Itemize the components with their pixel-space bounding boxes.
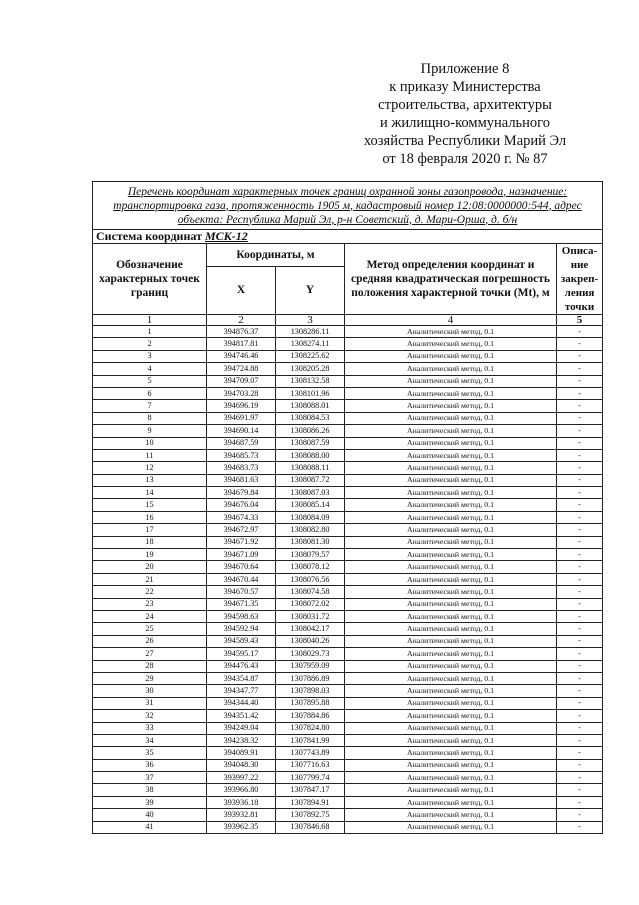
y-coordinate-cell: 1308042.17 <box>276 623 345 635</box>
x-coordinate-cell: 394589.43 <box>207 635 276 647</box>
point-number-cell: 28 <box>93 660 207 672</box>
table-title: Перечень координат характерных точек границ охранной зоны газопровода, назначение: транспортировка газа, протяженность 1905 м, кадастровый номер 12:08:0000000:544, адрес объекта: Республика Марий Эл, р-н Советский, д. Мари-Орша, д. б/н <box>93 182 603 230</box>
column-header-coordinates: Координаты, м <box>207 244 345 267</box>
x-coordinate-cell: 394249.04 <box>207 722 276 734</box>
x-coordinate-cell: 394089.91 <box>207 747 276 759</box>
x-coordinate-cell: 394703.28 <box>207 387 276 399</box>
x-coordinate-cell: 393966.80 <box>207 784 276 796</box>
x-coordinate-cell: 394598.63 <box>207 610 276 622</box>
description-cell: - <box>557 400 603 412</box>
method-cell: Аналитический метод, 0.1 <box>345 734 557 746</box>
point-number-cell: 41 <box>93 821 207 833</box>
method-cell: Аналитический метод, 0.1 <box>345 697 557 709</box>
x-coordinate-cell: 394709.07 <box>207 375 276 387</box>
x-coordinate-cell: 394746.46 <box>207 350 276 362</box>
method-cell: Аналитический метод, 0.1 <box>345 400 557 412</box>
table-row <box>93 487 603 499</box>
y-coordinate-cell: 1308084.53 <box>276 412 345 424</box>
table-row <box>93 747 603 759</box>
description-cell: - <box>557 759 603 771</box>
method-cell: Аналитический метод, 0.1 <box>345 474 557 486</box>
y-coordinate-cell: 1308088.00 <box>276 449 345 461</box>
method-cell: Аналитический метод, 0.1 <box>345 623 557 635</box>
method-cell: Аналитический метод, 0.1 <box>345 759 557 771</box>
header-line: Приложение 8 <box>420 61 510 77</box>
table-row <box>93 685 603 697</box>
header-line: строительства, архитектуры <box>378 97 552 113</box>
description-cell: - <box>557 722 603 734</box>
description-cell: - <box>557 499 603 511</box>
method-cell: Аналитический метод, 0.1 <box>345 821 557 833</box>
y-coordinate-cell: 1307894.91 <box>276 796 345 808</box>
description-cell: - <box>557 462 603 474</box>
y-coordinate-cell: 1307743.89 <box>276 747 345 759</box>
point-number-cell: 16 <box>93 511 207 523</box>
column-header-y: Y <box>276 266 345 314</box>
point-number-cell: 4 <box>93 363 207 375</box>
point-number-cell: 14 <box>93 487 207 499</box>
y-coordinate-cell: 1307846.68 <box>276 821 345 833</box>
y-coordinate-cell: 1307959.09 <box>276 660 345 672</box>
description-cell: - <box>557 449 603 461</box>
point-number-cell: 37 <box>93 772 207 784</box>
point-number-cell: 19 <box>93 549 207 561</box>
description-cell: - <box>557 623 603 635</box>
point-number-cell: 31 <box>93 697 207 709</box>
point-number-cell: 29 <box>93 672 207 684</box>
y-coordinate-cell: 1308081.30 <box>276 536 345 548</box>
point-number-cell: 3 <box>93 350 207 362</box>
x-coordinate-cell: 394681.63 <box>207 474 276 486</box>
x-coordinate-cell: 394685.73 <box>207 449 276 461</box>
point-number-cell: 17 <box>93 524 207 536</box>
point-number-cell: 25 <box>93 623 207 635</box>
y-coordinate-cell: 1308040.26 <box>276 635 345 647</box>
description-cell: - <box>557 796 603 808</box>
table-row <box>93 561 603 573</box>
x-coordinate-cell: 394670.57 <box>207 586 276 598</box>
column-header-x: X <box>207 266 276 314</box>
column-number: 1 <box>93 315 207 326</box>
point-number-cell: 2 <box>93 338 207 350</box>
method-cell: Аналитический метод, 0.1 <box>345 375 557 387</box>
y-coordinate-cell: 1308078.12 <box>276 561 345 573</box>
y-coordinate-cell: 1307824.80 <box>276 722 345 734</box>
table-row <box>93 772 603 784</box>
table-row <box>93 672 603 684</box>
y-coordinate-cell: 1307895.88 <box>276 697 345 709</box>
point-number-cell: 21 <box>93 573 207 585</box>
point-number-cell: 39 <box>93 796 207 808</box>
x-coordinate-cell: 394696.19 <box>207 400 276 412</box>
method-cell: Аналитический метод, 0.1 <box>345 586 557 598</box>
x-coordinate-cell: 394674.33 <box>207 511 276 523</box>
table-row <box>93 338 603 350</box>
point-number-cell: 13 <box>93 474 207 486</box>
table-row <box>93 586 603 598</box>
description-cell: - <box>557 412 603 424</box>
method-cell: Аналитический метод, 0.1 <box>345 338 557 350</box>
point-number-cell: 11 <box>93 449 207 461</box>
x-coordinate-cell: 394676.04 <box>207 499 276 511</box>
y-coordinate-cell: 1308029.73 <box>276 648 345 660</box>
table-row <box>93 623 603 635</box>
method-cell: Аналитический метод, 0.1 <box>345 449 557 461</box>
table-row <box>93 387 603 399</box>
description-cell: - <box>557 387 603 399</box>
method-cell: Аналитический метод, 0.1 <box>345 536 557 548</box>
y-coordinate-cell: 1308072.02 <box>276 598 345 610</box>
column-header-method: Метод определения координат и средняя квадратическая погрешность положения характерной точки (Mt), м <box>345 244 557 315</box>
description-cell: - <box>557 784 603 796</box>
description-cell: - <box>557 610 603 622</box>
table-row <box>93 796 603 808</box>
point-number-cell: 38 <box>93 784 207 796</box>
table-row <box>93 363 603 375</box>
table-row <box>93 524 603 536</box>
description-cell: - <box>557 734 603 746</box>
x-coordinate-cell: 394347.77 <box>207 685 276 697</box>
method-cell: Аналитический метод, 0.1 <box>345 635 557 647</box>
description-cell: - <box>557 375 603 387</box>
y-coordinate-cell: 1307799.74 <box>276 772 345 784</box>
method-cell: Аналитический метод, 0.1 <box>345 326 557 338</box>
point-number-cell: 30 <box>93 685 207 697</box>
description-cell: - <box>557 635 603 647</box>
point-number-cell: 36 <box>93 759 207 771</box>
table-row <box>93 511 603 523</box>
method-cell: Аналитический метод, 0.1 <box>345 412 557 424</box>
x-coordinate-cell: 394671.92 <box>207 536 276 548</box>
table-row <box>93 809 603 821</box>
y-coordinate-cell: 1307847.17 <box>276 784 345 796</box>
point-number-cell: 35 <box>93 747 207 759</box>
table-row <box>93 573 603 585</box>
description-cell: - <box>557 598 603 610</box>
point-number-cell: 9 <box>93 425 207 437</box>
point-number-cell: 20 <box>93 561 207 573</box>
x-coordinate-cell: 394679.84 <box>207 487 276 499</box>
x-coordinate-cell: 394690.14 <box>207 425 276 437</box>
method-cell: Аналитический метод, 0.1 <box>345 437 557 449</box>
method-cell: Аналитический метод, 0.1 <box>345 809 557 821</box>
table-row <box>93 610 603 622</box>
description-cell: - <box>557 326 603 338</box>
table-row <box>93 722 603 734</box>
point-number-cell: 5 <box>93 375 207 387</box>
header-line: от 18 февраля 2020 г. № 87 <box>382 151 548 167</box>
table-row <box>93 784 603 796</box>
point-number-cell: 18 <box>93 536 207 548</box>
method-cell: Аналитический метод, 0.1 <box>345 549 557 561</box>
table-row <box>93 400 603 412</box>
table-row <box>93 734 603 746</box>
x-coordinate-cell: 394691.97 <box>207 412 276 424</box>
header-line: и жилищно-коммунального <box>379 115 551 131</box>
x-coordinate-cell: 394876.37 <box>207 326 276 338</box>
description-cell: - <box>557 747 603 759</box>
y-coordinate-cell: 1308085.14 <box>276 499 345 511</box>
description-cell: - <box>557 524 603 536</box>
x-coordinate-cell: 394595.17 <box>207 648 276 660</box>
point-number-cell: 23 <box>93 598 207 610</box>
y-coordinate-cell: 1307841.99 <box>276 734 345 746</box>
x-coordinate-cell: 394048.30 <box>207 759 276 771</box>
x-coordinate-cell: 393936.18 <box>207 796 276 808</box>
table-body <box>93 326 603 834</box>
header-line: к приказу Министерства <box>389 79 541 95</box>
point-number-cell: 24 <box>93 610 207 622</box>
method-cell: Аналитический метод, 0.1 <box>345 648 557 660</box>
x-coordinate-cell: 394672.97 <box>207 524 276 536</box>
y-coordinate-cell: 1308086.26 <box>276 425 345 437</box>
x-coordinate-cell: 394683.73 <box>207 462 276 474</box>
y-coordinate-cell: 1307884.86 <box>276 710 345 722</box>
description-cell: - <box>557 536 603 548</box>
table-row <box>93 375 603 387</box>
y-coordinate-cell: 1308274.11 <box>276 338 345 350</box>
description-cell: - <box>557 672 603 684</box>
column-header-description: Описа-ние закреп-ления точки <box>557 244 603 315</box>
y-coordinate-cell: 1308076.56 <box>276 573 345 585</box>
coordinate-system-row <box>93 230 603 244</box>
method-cell: Аналитический метод, 0.1 <box>345 772 557 784</box>
x-coordinate-cell: 394354.87 <box>207 672 276 684</box>
table-row <box>93 326 603 338</box>
coordinate-system-value: МСК-12 <box>204 229 248 243</box>
x-coordinate-cell: 394687.59 <box>207 437 276 449</box>
method-cell: Аналитический метод, 0.1 <box>345 350 557 362</box>
table-row <box>93 536 603 548</box>
description-cell: - <box>557 685 603 697</box>
y-coordinate-cell: 1308088.01 <box>276 400 345 412</box>
header-line: хозяйства Республики Марий Эл <box>363 133 567 149</box>
table-row <box>93 350 603 362</box>
x-coordinate-cell: 394238.32 <box>207 734 276 746</box>
x-coordinate-cell: 394724.88 <box>207 363 276 375</box>
y-coordinate-cell: 1308082.80 <box>276 524 345 536</box>
method-cell: Аналитический метод, 0.1 <box>345 462 557 474</box>
table-row <box>93 412 603 424</box>
description-cell: - <box>557 660 603 672</box>
description-cell: - <box>557 772 603 784</box>
description-cell: - <box>557 437 603 449</box>
method-cell: Аналитический метод, 0.1 <box>345 387 557 399</box>
table-row <box>93 635 603 647</box>
point-number-cell: 26 <box>93 635 207 647</box>
table-row <box>93 821 603 833</box>
y-coordinate-cell: 1308087.03 <box>276 487 345 499</box>
y-coordinate-cell: 1308087.72 <box>276 474 345 486</box>
coordinates-table-wrapper <box>92 181 602 834</box>
y-coordinate-cell: 1308074.58 <box>276 586 345 598</box>
description-cell: - <box>557 586 603 598</box>
method-cell: Аналитический метод, 0.1 <box>345 660 557 672</box>
table-row <box>93 462 603 474</box>
point-number-cell: 34 <box>93 734 207 746</box>
table-row <box>93 437 603 449</box>
y-coordinate-cell: 1307898.03 <box>276 685 345 697</box>
x-coordinate-cell: 393962.35 <box>207 821 276 833</box>
y-coordinate-cell: 1308286.11 <box>276 326 345 338</box>
y-coordinate-cell: 1307892.75 <box>276 809 345 821</box>
description-cell: - <box>557 549 603 561</box>
x-coordinate-cell: 393997.22 <box>207 772 276 784</box>
method-cell: Аналитический метод, 0.1 <box>345 710 557 722</box>
description-cell: - <box>557 710 603 722</box>
x-coordinate-cell: 394592.94 <box>207 623 276 635</box>
document-header <box>330 60 600 168</box>
point-number-cell: 1 <box>93 326 207 338</box>
description-cell: - <box>557 511 603 523</box>
column-number: 2 <box>207 315 276 326</box>
point-number-cell: 27 <box>93 648 207 660</box>
point-number-cell: 7 <box>93 400 207 412</box>
method-cell: Аналитический метод, 0.1 <box>345 511 557 523</box>
column-number-row <box>93 315 603 326</box>
y-coordinate-cell: 1308088.11 <box>276 462 345 474</box>
method-cell: Аналитический метод, 0.1 <box>345 784 557 796</box>
method-cell: Аналитический метод, 0.1 <box>345 363 557 375</box>
description-cell: - <box>557 350 603 362</box>
description-cell: - <box>557 561 603 573</box>
x-coordinate-cell: 394670.44 <box>207 573 276 585</box>
y-coordinate-cell: 1307716.63 <box>276 759 345 771</box>
method-cell: Аналитический метод, 0.1 <box>345 672 557 684</box>
x-coordinate-cell: 394671.09 <box>207 549 276 561</box>
method-cell: Аналитический метод, 0.1 <box>345 598 557 610</box>
description-cell: - <box>557 697 603 709</box>
method-cell: Аналитический метод, 0.1 <box>345 573 557 585</box>
point-number-cell: 10 <box>93 437 207 449</box>
method-cell: Аналитический метод, 0.1 <box>345 610 557 622</box>
column-number: 5 <box>557 315 603 326</box>
description-cell: - <box>557 648 603 660</box>
y-coordinate-cell: 1308079.57 <box>276 549 345 561</box>
description-cell: - <box>557 487 603 499</box>
x-coordinate-cell: 394344.40 <box>207 697 276 709</box>
method-cell: Аналитический метод, 0.1 <box>345 524 557 536</box>
method-cell: Аналитический метод, 0.1 <box>345 561 557 573</box>
y-coordinate-cell: 1308132.58 <box>276 375 345 387</box>
point-number-cell: 40 <box>93 809 207 821</box>
table-row <box>93 425 603 437</box>
x-coordinate-cell: 394670.64 <box>207 561 276 573</box>
table-row <box>93 710 603 722</box>
point-number-cell: 12 <box>93 462 207 474</box>
y-coordinate-cell: 1308084.09 <box>276 511 345 523</box>
method-cell: Аналитический метод, 0.1 <box>345 796 557 808</box>
x-coordinate-cell: 394476.43 <box>207 660 276 672</box>
y-coordinate-cell: 1308101.96 <box>276 387 345 399</box>
table-row <box>93 697 603 709</box>
description-cell: - <box>557 338 603 350</box>
method-cell: Аналитический метод, 0.1 <box>345 487 557 499</box>
point-number-cell: 33 <box>93 722 207 734</box>
method-cell: Аналитический метод, 0.1 <box>345 425 557 437</box>
x-coordinate-cell: 393932.81 <box>207 809 276 821</box>
point-number-cell: 6 <box>93 387 207 399</box>
method-cell: Аналитический метод, 0.1 <box>345 685 557 697</box>
table-row <box>93 449 603 461</box>
description-cell: - <box>557 821 603 833</box>
y-coordinate-cell: 1308087.59 <box>276 437 345 449</box>
table-row <box>93 474 603 486</box>
table-row <box>93 648 603 660</box>
point-number-cell: 15 <box>93 499 207 511</box>
method-cell: Аналитический метод, 0.1 <box>345 747 557 759</box>
y-coordinate-cell: 1308205.28 <box>276 363 345 375</box>
method-cell: Аналитический метод, 0.1 <box>345 722 557 734</box>
point-number-cell: 32 <box>93 710 207 722</box>
description-cell: - <box>557 474 603 486</box>
description-cell: - <box>557 363 603 375</box>
table-row <box>93 499 603 511</box>
y-coordinate-cell: 1307886.89 <box>276 672 345 684</box>
table-row <box>93 759 603 771</box>
description-cell: - <box>557 809 603 821</box>
column-header-designation: Обозначение характерных точек границ <box>93 244 207 315</box>
method-cell: Аналитический метод, 0.1 <box>345 499 557 511</box>
description-cell: - <box>557 425 603 437</box>
coordinates-table <box>92 181 603 834</box>
x-coordinate-cell: 394671.35 <box>207 598 276 610</box>
table-row <box>93 549 603 561</box>
description-cell: - <box>557 573 603 585</box>
x-coordinate-cell: 394817.81 <box>207 338 276 350</box>
coordinate-system-label: Система координат <box>96 229 202 243</box>
table-row <box>93 660 603 672</box>
point-number-cell: 8 <box>93 412 207 424</box>
y-coordinate-cell: 1308225.62 <box>276 350 345 362</box>
point-number-cell: 22 <box>93 586 207 598</box>
column-number: 4 <box>345 315 557 326</box>
column-number: 3 <box>276 315 345 326</box>
table-row <box>93 598 603 610</box>
x-coordinate-cell: 394351.42 <box>207 710 276 722</box>
y-coordinate-cell: 1308031.72 <box>276 610 345 622</box>
